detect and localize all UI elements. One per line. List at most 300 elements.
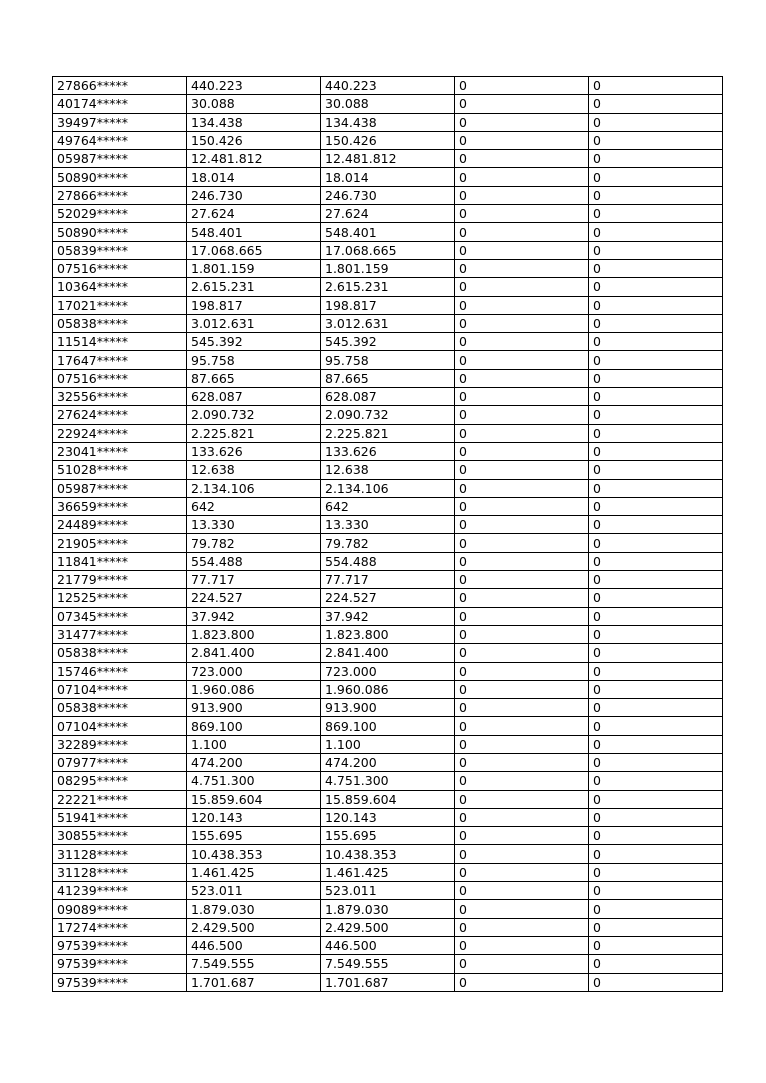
value-repeat-cell: 0 (589, 479, 723, 497)
id-cell: 21779***** (53, 571, 187, 589)
table-row (53, 150, 723, 168)
value-repeat-cell: 0 (589, 168, 723, 186)
id-cell: 30855***** (53, 827, 187, 845)
amount-repeat-cell: 155.695 (321, 827, 455, 845)
value-cell: 0 (455, 259, 589, 277)
value-cell: 0 (455, 296, 589, 314)
amount-cell: 17.068.665 (187, 241, 321, 259)
amount-repeat-cell: 642 (321, 497, 455, 515)
amount-repeat-cell: 133.626 (321, 442, 455, 460)
id-cell: 22221***** (53, 790, 187, 808)
table-row (53, 113, 723, 131)
amount-repeat-cell: 1.823.800 (321, 625, 455, 643)
table-row (53, 461, 723, 479)
table-row (53, 516, 723, 534)
value-repeat-cell: 0 (589, 863, 723, 881)
table-row (53, 808, 723, 826)
id-cell: 97539***** (53, 936, 187, 954)
table-row (53, 772, 723, 790)
amount-cell: 12.481.812 (187, 150, 321, 168)
value-cell: 0 (455, 369, 589, 387)
value-repeat-cell: 0 (589, 150, 723, 168)
value-repeat-cell: 0 (589, 333, 723, 351)
table-row (53, 735, 723, 753)
value-cell: 0 (455, 95, 589, 113)
amount-cell: 95.758 (187, 351, 321, 369)
value-cell: 0 (455, 351, 589, 369)
id-cell: 11514***** (53, 333, 187, 351)
id-cell: 40174***** (53, 95, 187, 113)
id-cell: 36659***** (53, 497, 187, 515)
table-row (53, 296, 723, 314)
value-repeat-cell: 0 (589, 552, 723, 570)
amount-repeat-cell: 1.701.687 (321, 973, 455, 991)
value-repeat-cell: 0 (589, 424, 723, 442)
table-body (53, 77, 723, 992)
value-cell: 0 (455, 388, 589, 406)
id-cell: 27866***** (53, 186, 187, 204)
amount-repeat-cell: 723.000 (321, 662, 455, 680)
id-cell: 12525***** (53, 589, 187, 607)
id-cell: 07516***** (53, 259, 187, 277)
amount-cell: 2.615.231 (187, 278, 321, 296)
value-cell: 0 (455, 113, 589, 131)
amount-cell: 2.841.400 (187, 644, 321, 662)
value-repeat-cell: 0 (589, 406, 723, 424)
value-cell: 0 (455, 753, 589, 771)
value-cell: 0 (455, 150, 589, 168)
amount-repeat-cell: 12.481.812 (321, 150, 455, 168)
id-cell: 05987***** (53, 150, 187, 168)
value-repeat-cell: 0 (589, 589, 723, 607)
value-cell: 0 (455, 534, 589, 552)
table-row (53, 77, 723, 95)
table-row (53, 278, 723, 296)
amount-repeat-cell: 523.011 (321, 882, 455, 900)
amount-cell: 18.014 (187, 168, 321, 186)
value-cell: 0 (455, 882, 589, 900)
table-row (53, 259, 723, 277)
id-cell: 07516***** (53, 369, 187, 387)
amount-cell: 545.392 (187, 333, 321, 351)
table-row (53, 625, 723, 643)
amount-cell: 2.429.500 (187, 918, 321, 936)
amount-cell: 554.488 (187, 552, 321, 570)
table-row (53, 479, 723, 497)
table-row (53, 497, 723, 515)
value-repeat-cell: 0 (589, 571, 723, 589)
table-row (53, 863, 723, 881)
amount-repeat-cell: 1.960.086 (321, 680, 455, 698)
amount-repeat-cell: 446.500 (321, 936, 455, 954)
value-cell: 0 (455, 278, 589, 296)
table-row (53, 186, 723, 204)
table-row (53, 241, 723, 259)
amount-repeat-cell: 2.429.500 (321, 918, 455, 936)
table-row (53, 369, 723, 387)
amount-cell: 10.438.353 (187, 845, 321, 863)
id-cell: 15746***** (53, 662, 187, 680)
amount-repeat-cell: 7.549.555 (321, 955, 455, 973)
id-cell: 97539***** (53, 955, 187, 973)
amount-cell: 523.011 (187, 882, 321, 900)
value-cell: 0 (455, 406, 589, 424)
table-row (53, 680, 723, 698)
id-cell: 17647***** (53, 351, 187, 369)
value-repeat-cell: 0 (589, 973, 723, 991)
amount-cell: 77.717 (187, 571, 321, 589)
value-cell: 0 (455, 571, 589, 589)
amount-cell: 4.751.300 (187, 772, 321, 790)
amount-cell: 1.801.159 (187, 259, 321, 277)
value-cell: 0 (455, 552, 589, 570)
amount-cell: 628.087 (187, 388, 321, 406)
amount-repeat-cell: 17.068.665 (321, 241, 455, 259)
value-repeat-cell: 0 (589, 644, 723, 662)
id-cell: 50890***** (53, 168, 187, 186)
amount-cell: 1.461.425 (187, 863, 321, 881)
value-cell: 0 (455, 827, 589, 845)
amount-cell: 440.223 (187, 77, 321, 95)
amount-cell: 1.823.800 (187, 625, 321, 643)
amount-repeat-cell: 79.782 (321, 534, 455, 552)
value-repeat-cell: 0 (589, 918, 723, 936)
table-row (53, 607, 723, 625)
value-repeat-cell: 0 (589, 259, 723, 277)
table-row (53, 790, 723, 808)
value-repeat-cell: 0 (589, 936, 723, 954)
value-cell: 0 (455, 589, 589, 607)
amount-cell: 120.143 (187, 808, 321, 826)
amount-repeat-cell: 13.330 (321, 516, 455, 534)
value-repeat-cell: 0 (589, 699, 723, 717)
table-row (53, 845, 723, 863)
table-row (53, 717, 723, 735)
amount-repeat-cell: 2.841.400 (321, 644, 455, 662)
id-cell: 05838***** (53, 644, 187, 662)
value-repeat-cell: 0 (589, 516, 723, 534)
value-cell: 0 (455, 936, 589, 954)
value-repeat-cell: 0 (589, 827, 723, 845)
value-repeat-cell: 0 (589, 95, 723, 113)
value-repeat-cell: 0 (589, 845, 723, 863)
value-cell: 0 (455, 808, 589, 826)
amount-cell: 1.701.687 (187, 973, 321, 991)
amount-repeat-cell: 95.758 (321, 351, 455, 369)
value-repeat-cell: 0 (589, 113, 723, 131)
id-cell: 49764***** (53, 131, 187, 149)
id-cell: 51028***** (53, 461, 187, 479)
value-repeat-cell: 0 (589, 205, 723, 223)
amount-cell: 642 (187, 497, 321, 515)
value-repeat-cell: 0 (589, 278, 723, 296)
value-cell: 0 (455, 772, 589, 790)
value-repeat-cell: 0 (589, 534, 723, 552)
id-cell: 50890***** (53, 223, 187, 241)
amount-cell: 198.817 (187, 296, 321, 314)
amount-repeat-cell: 548.401 (321, 223, 455, 241)
table-row (53, 589, 723, 607)
value-cell: 0 (455, 790, 589, 808)
value-cell: 0 (455, 77, 589, 95)
amount-cell: 134.438 (187, 113, 321, 131)
value-cell: 0 (455, 955, 589, 973)
table-row (53, 314, 723, 332)
id-cell: 22924***** (53, 424, 187, 442)
amount-repeat-cell: 37.942 (321, 607, 455, 625)
table-row (53, 168, 723, 186)
id-cell: 21905***** (53, 534, 187, 552)
amount-cell: 27.624 (187, 205, 321, 223)
amount-cell: 133.626 (187, 442, 321, 460)
table-row (53, 205, 723, 223)
table-row (53, 662, 723, 680)
table-row (53, 552, 723, 570)
value-cell: 0 (455, 680, 589, 698)
id-cell: 10364***** (53, 278, 187, 296)
amount-cell: 150.426 (187, 131, 321, 149)
id-cell: 31128***** (53, 863, 187, 881)
amount-repeat-cell: 2.090.732 (321, 406, 455, 424)
id-cell: 11841***** (53, 552, 187, 570)
table-row (53, 882, 723, 900)
amount-cell: 913.900 (187, 699, 321, 717)
id-cell: 31128***** (53, 845, 187, 863)
value-repeat-cell: 0 (589, 900, 723, 918)
value-repeat-cell: 0 (589, 442, 723, 460)
table-row (53, 406, 723, 424)
table-row (53, 918, 723, 936)
amount-repeat-cell: 18.014 (321, 168, 455, 186)
amount-cell: 474.200 (187, 753, 321, 771)
value-cell: 0 (455, 516, 589, 534)
value-cell: 0 (455, 461, 589, 479)
data-table (52, 76, 723, 992)
amount-repeat-cell: 2.615.231 (321, 278, 455, 296)
value-cell: 0 (455, 863, 589, 881)
table-row (53, 424, 723, 442)
table-row (53, 223, 723, 241)
value-cell: 0 (455, 497, 589, 515)
value-cell: 0 (455, 607, 589, 625)
value-cell: 0 (455, 900, 589, 918)
id-cell: 23041***** (53, 442, 187, 460)
amount-cell: 7.549.555 (187, 955, 321, 973)
id-cell: 24489***** (53, 516, 187, 534)
table-row (53, 351, 723, 369)
id-cell: 05839***** (53, 241, 187, 259)
amount-repeat-cell: 1.100 (321, 735, 455, 753)
amount-repeat-cell: 77.717 (321, 571, 455, 589)
value-cell: 0 (455, 845, 589, 863)
amount-repeat-cell: 198.817 (321, 296, 455, 314)
table-row (53, 442, 723, 460)
amount-cell: 12.638 (187, 461, 321, 479)
amount-repeat-cell: 87.665 (321, 369, 455, 387)
id-cell: 32289***** (53, 735, 187, 753)
id-cell: 41239***** (53, 882, 187, 900)
value-cell: 0 (455, 333, 589, 351)
amount-cell: 13.330 (187, 516, 321, 534)
value-repeat-cell: 0 (589, 607, 723, 625)
value-repeat-cell: 0 (589, 351, 723, 369)
amount-cell: 2.225.821 (187, 424, 321, 442)
table-row (53, 936, 723, 954)
value-repeat-cell: 0 (589, 314, 723, 332)
value-repeat-cell: 0 (589, 625, 723, 643)
amount-repeat-cell: 628.087 (321, 388, 455, 406)
value-cell: 0 (455, 314, 589, 332)
amount-repeat-cell: 3.012.631 (321, 314, 455, 332)
amount-repeat-cell: 1.801.159 (321, 259, 455, 277)
amount-repeat-cell: 27.624 (321, 205, 455, 223)
value-repeat-cell: 0 (589, 717, 723, 735)
amount-cell: 155.695 (187, 827, 321, 845)
amount-repeat-cell: 246.730 (321, 186, 455, 204)
value-repeat-cell: 0 (589, 753, 723, 771)
id-cell: 07104***** (53, 680, 187, 698)
value-cell: 0 (455, 625, 589, 643)
value-cell: 0 (455, 699, 589, 717)
amount-repeat-cell: 10.438.353 (321, 845, 455, 863)
table-row (53, 534, 723, 552)
value-repeat-cell: 0 (589, 369, 723, 387)
amount-cell: 869.100 (187, 717, 321, 735)
amount-repeat-cell: 2.225.821 (321, 424, 455, 442)
amount-cell: 87.665 (187, 369, 321, 387)
amount-repeat-cell: 913.900 (321, 699, 455, 717)
value-repeat-cell: 0 (589, 296, 723, 314)
amount-cell: 2.134.106 (187, 479, 321, 497)
value-cell: 0 (455, 644, 589, 662)
amount-repeat-cell: 150.426 (321, 131, 455, 149)
amount-repeat-cell: 1.461.425 (321, 863, 455, 881)
value-repeat-cell: 0 (589, 662, 723, 680)
amount-cell: 79.782 (187, 534, 321, 552)
value-cell: 0 (455, 223, 589, 241)
amount-repeat-cell: 30.088 (321, 95, 455, 113)
amount-repeat-cell: 15.859.604 (321, 790, 455, 808)
id-cell: 31477***** (53, 625, 187, 643)
amount-cell: 1.960.086 (187, 680, 321, 698)
value-repeat-cell: 0 (589, 186, 723, 204)
value-cell: 0 (455, 168, 589, 186)
table-row (53, 955, 723, 973)
amount-cell: 446.500 (187, 936, 321, 954)
value-repeat-cell: 0 (589, 735, 723, 753)
value-repeat-cell: 0 (589, 882, 723, 900)
amount-repeat-cell: 120.143 (321, 808, 455, 826)
amount-cell: 15.859.604 (187, 790, 321, 808)
table-row (53, 131, 723, 149)
id-cell: 27866***** (53, 77, 187, 95)
table-row (53, 827, 723, 845)
value-repeat-cell: 0 (589, 241, 723, 259)
value-repeat-cell: 0 (589, 77, 723, 95)
amount-cell: 1.100 (187, 735, 321, 753)
value-repeat-cell: 0 (589, 790, 723, 808)
amount-repeat-cell: 2.134.106 (321, 479, 455, 497)
value-cell: 0 (455, 717, 589, 735)
amount-repeat-cell: 869.100 (321, 717, 455, 735)
table-row (53, 571, 723, 589)
value-cell: 0 (455, 918, 589, 936)
amount-cell: 548.401 (187, 223, 321, 241)
id-cell: 09089***** (53, 900, 187, 918)
amount-repeat-cell: 12.638 (321, 461, 455, 479)
amount-repeat-cell: 545.392 (321, 333, 455, 351)
id-cell: 52029***** (53, 205, 187, 223)
value-repeat-cell: 0 (589, 223, 723, 241)
value-cell: 0 (455, 735, 589, 753)
id-cell: 07345***** (53, 607, 187, 625)
value-repeat-cell: 0 (589, 388, 723, 406)
value-repeat-cell: 0 (589, 131, 723, 149)
amount-cell: 2.090.732 (187, 406, 321, 424)
value-repeat-cell: 0 (589, 772, 723, 790)
id-cell: 51941***** (53, 808, 187, 826)
id-cell: 17021***** (53, 296, 187, 314)
table-row (53, 388, 723, 406)
table-row (53, 699, 723, 717)
value-cell: 0 (455, 131, 589, 149)
amount-cell: 723.000 (187, 662, 321, 680)
value-cell: 0 (455, 479, 589, 497)
id-cell: 32556***** (53, 388, 187, 406)
table-row (53, 333, 723, 351)
value-cell: 0 (455, 662, 589, 680)
table-row (53, 95, 723, 113)
amount-repeat-cell: 554.488 (321, 552, 455, 570)
amount-cell: 246.730 (187, 186, 321, 204)
table-row (53, 753, 723, 771)
amount-repeat-cell: 440.223 (321, 77, 455, 95)
amount-repeat-cell: 134.438 (321, 113, 455, 131)
id-cell: 97539***** (53, 973, 187, 991)
value-cell: 0 (455, 973, 589, 991)
id-cell: 39497***** (53, 113, 187, 131)
amount-cell: 3.012.631 (187, 314, 321, 332)
amount-cell: 37.942 (187, 607, 321, 625)
value-cell: 0 (455, 424, 589, 442)
value-cell: 0 (455, 186, 589, 204)
id-cell: 27624***** (53, 406, 187, 424)
id-cell: 05838***** (53, 314, 187, 332)
value-repeat-cell: 0 (589, 955, 723, 973)
id-cell: 07104***** (53, 717, 187, 735)
amount-cell: 224.527 (187, 589, 321, 607)
amount-cell: 1.879.030 (187, 900, 321, 918)
value-cell: 0 (455, 205, 589, 223)
amount-repeat-cell: 1.879.030 (321, 900, 455, 918)
value-repeat-cell: 0 (589, 680, 723, 698)
id-cell: 17274***** (53, 918, 187, 936)
id-cell: 05987***** (53, 479, 187, 497)
table-row (53, 973, 723, 991)
value-repeat-cell: 0 (589, 808, 723, 826)
table-row (53, 900, 723, 918)
value-cell: 0 (455, 442, 589, 460)
value-repeat-cell: 0 (589, 461, 723, 479)
amount-repeat-cell: 4.751.300 (321, 772, 455, 790)
amount-repeat-cell: 224.527 (321, 589, 455, 607)
id-cell: 08295***** (53, 772, 187, 790)
value-cell: 0 (455, 241, 589, 259)
amount-cell: 30.088 (187, 95, 321, 113)
table-row (53, 644, 723, 662)
id-cell: 05838***** (53, 699, 187, 717)
value-repeat-cell: 0 (589, 497, 723, 515)
